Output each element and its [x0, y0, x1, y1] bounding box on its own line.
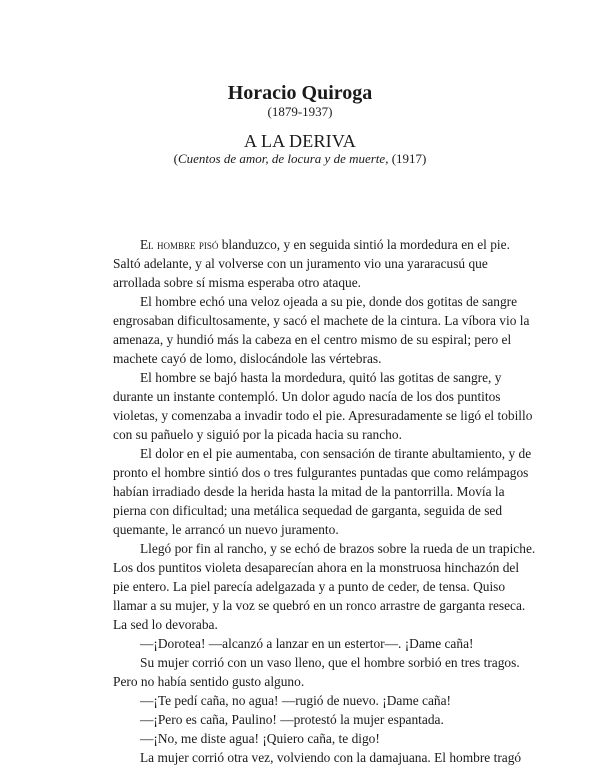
text-line	[113, 729, 513, 748]
text-line	[113, 634, 513, 653]
text-line	[113, 615, 513, 634]
text-line	[113, 653, 520, 672]
line-text: —¡Te pedí caña, no agua! —rugió de nuevo. ¡Dame caña!	[140, 693, 452, 708]
story-title: A LA DERIVA	[244, 131, 356, 151]
line-text: —¡Pero es caña, Paulino! —protestó la mujer espantada.	[140, 712, 444, 727]
line-text: arrollada sobre sí misma esperaba otro ataque.	[113, 275, 362, 290]
text-line	[113, 596, 526, 615]
text-line	[113, 558, 520, 577]
line-text: engrosaban dificultosamente, y sacó el machete de la cintura. La víbora vio la	[113, 313, 530, 328]
line-text: El hombre echó una veloz ojeada a su pie, donde dos gotitas de sangre	[140, 294, 518, 309]
line-text: El dolor en el pie aumentaba, con sensación de tirante abultamiento, y de	[140, 446, 532, 461]
line-text: El hombre se bajó hasta la mordedura, quitó las gotitas de sangre, y	[140, 370, 502, 385]
line-text: pie entero. La piel parecía adelgazada y a punto de ceder, de tensa. Quiso	[113, 579, 506, 594]
text-line	[113, 710, 513, 729]
text-line	[113, 254, 513, 273]
story-source	[0, 151, 600, 167]
text-line	[113, 368, 513, 387]
line-text: pronto el hombre sintió dos o tres fulgurantes puntadas que como relámpagos	[113, 465, 529, 480]
line-text: La sed lo devoraba.	[113, 617, 218, 632]
line-text: Su mujer corrió con un vaso lleno, que el hombre sorbió en tres tragos.	[140, 655, 520, 670]
line-text: habían irradiado desde la herida hasta la mitad de la pantorrilla. Movía la	[113, 484, 505, 499]
story-body	[113, 235, 536, 767]
text-line	[113, 482, 513, 501]
line-text: —¡Dorotea! —alcanzó a lanzar en un estertor—. ¡Dame caña!	[140, 636, 474, 651]
line-text: La mujer corrió otra vez, volviendo con la damajuana. El hombre tragó	[140, 750, 522, 765]
line-text: quemante, le arrancó un nuevo juramento.	[113, 522, 339, 537]
line-text: durante un instante contempló. Un dolor agudo nacía de los dos puntitos	[113, 389, 501, 404]
source-book-title: Cuentos de amor, de locura y de muerte	[177, 151, 386, 166]
text-line	[113, 501, 513, 520]
text-line	[113, 406, 533, 425]
line-text: llamar a su mujer, y la voz se quebró en un ronco arrastre de garganta reseca.	[113, 598, 526, 613]
source-year: , (1917)	[385, 151, 427, 166]
text-line	[113, 577, 513, 596]
text-line	[113, 330, 513, 349]
text-line	[113, 463, 529, 482]
line-text: con su pañuelo y siguió por la picada hacia su rancho.	[113, 427, 402, 442]
line-text: machete cayó de lomo, dislocándole las vértebras.	[113, 351, 382, 366]
line-text: violetas, y comenzaba a invadir todo el pie. Apresuradamente se ligó el tobillo	[113, 408, 533, 423]
text-line	[113, 444, 532, 463]
line-text: pierna con dificultad; una metálica sequedad de garganta, seguida de sed	[113, 503, 503, 518]
line-text: Los dos puntitos violeta desaparecían ahora en la monstruosa hinchazón del	[113, 560, 520, 575]
text-line	[113, 292, 518, 311]
lead-small-caps: El hombre pisó	[140, 237, 219, 252]
text-line	[113, 387, 513, 406]
text-line	[113, 520, 513, 539]
line-text: amenaza, y hundió más la cabeza en el centro mismo de su espiral; pero el	[113, 332, 512, 347]
text-line	[113, 539, 536, 558]
text-line	[113, 672, 513, 691]
text-line	[113, 349, 513, 368]
line-text: blanduzco, y en seguida sintió la mordedura en el pie.	[218, 237, 510, 252]
line-text: Saltó adelante, y al volverse con un juramento vio una yararacusú que	[113, 256, 488, 271]
text-line	[113, 425, 513, 444]
text-line	[113, 311, 530, 330]
source-open: (	[173, 151, 178, 166]
author-dates: (1879-1937)	[267, 104, 333, 119]
line-text: Llegó por fin al rancho, y se echó de brazos sobre la rueda de un trapiche.	[140, 541, 536, 556]
text-line	[113, 691, 513, 710]
line-text: Pero no había sentido gusto alguno.	[113, 674, 305, 689]
author-name: Horacio Quiroga	[227, 82, 373, 104]
line-text: —¡No, me diste agua! ¡Quiero caña, te digo!	[140, 731, 380, 746]
text-line	[113, 273, 513, 292]
text-line	[113, 748, 522, 767]
text-line	[113, 235, 513, 254]
